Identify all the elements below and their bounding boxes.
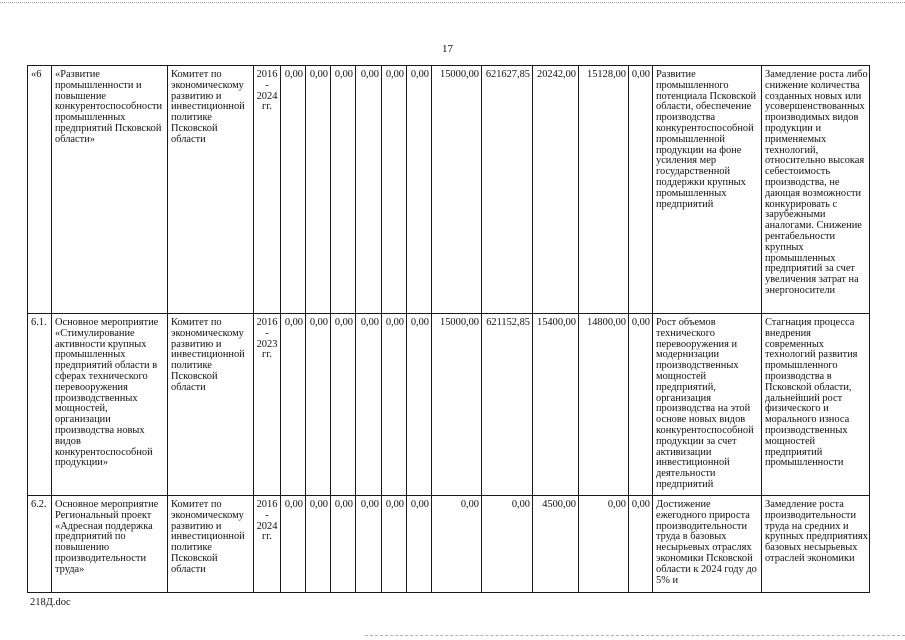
amount-cell: 0,00 — [331, 496, 356, 593]
executor: Комитет по экономическому развитию и инвестиционной политике Псковской области — [168, 66, 254, 314]
footer-filename: 218Д.doc — [30, 597, 71, 608]
row-number: 6.2. — [28, 496, 52, 593]
amount-cell: 15128,00 — [579, 66, 629, 314]
amount-cell: 0,00 — [356, 66, 382, 314]
amount-cell: 0,00 — [382, 314, 407, 496]
program-table — [27, 65, 870, 593]
amount-cell: 0,00 — [629, 314, 653, 496]
amount-cell: 15000,00 — [432, 66, 482, 314]
amount-cell: 0,00 — [306, 314, 331, 496]
row-number: 6.1. — [28, 314, 52, 496]
amount-cell: 0,00 — [331, 66, 356, 314]
risk-consequence: Стагнация процесса внедрения современных технологий развития промышленного производства в Псковской области, дальнейший рост физического и морального износа производственных мощностей предприятий промышленности — [762, 314, 870, 496]
amount-cell: 0,00 — [281, 314, 306, 496]
amount-cell: 14800,00 — [579, 314, 629, 496]
amount-cell: 0,00 — [579, 496, 629, 593]
expected-result: Рост объемов технического перевооружения и модернизации производственных мощностей предприятий, организация производства на этой основе новых видов конкурентоспособной продукции за счет активизации инвестиционной деятельности предприятий — [653, 314, 762, 496]
measure-name: «Развитие промышленности и повышение конкурентоспособности промышленных предприятий Псковской области» — [52, 66, 168, 314]
period: 2016 - 2023 гг. — [254, 314, 281, 496]
amount-cell: 0,00 — [331, 314, 356, 496]
row-number: «6 — [28, 66, 52, 314]
scan-edge-top — [0, 2, 905, 3]
amount-cell: 0,00 — [281, 496, 306, 593]
measure-name: Основное мероприятие Региональный проект «Адресная поддержка предприятий по повышению производительности труда» — [52, 496, 168, 593]
page-number: 17 — [442, 43, 453, 55]
period: 2016 - 2024 гг. — [254, 66, 281, 314]
amount-cell: 0,00 — [306, 496, 331, 593]
amount-cell: 0,00 — [356, 496, 382, 593]
executor: Комитет по экономическому развитию и инвестиционной политике Псковской области — [168, 314, 254, 496]
risk-consequence: Замедление роста либо снижение количества созданных новых или усовершенствованных производимых видов продукции и применяемых технологий, относительно высокая себестоимость производства, не дающая возможности конкурировать с зарубежными аналогами. Снижение рентабельности крупных промышленных предприятий за счет увеличения затрат на энергоносители — [762, 66, 870, 314]
expected-result: Развитие промышленного потенциала Псковской области, обеспечение производства конкурентоспособной промышленной продукции на фоне усиления мер государственной поддержки крупных промышленных предприятий — [653, 66, 762, 314]
expected-result: Достижение ежегодного прироста производительности труда в базовых несырьевых отраслях экономики Псковской области к 2024 году до 5% и — [653, 496, 762, 593]
executor: Комитет по экономическому развитию и инвестиционной политике Псковской области — [168, 496, 254, 593]
amount-cell: 0,00 — [629, 66, 653, 314]
amount-cell: 0,00 — [382, 66, 407, 314]
amount-cell: 0,00 — [407, 496, 432, 593]
amount-cell: 0,00 — [482, 496, 533, 593]
amount-cell: 15000,00 — [432, 314, 482, 496]
amount-cell: 0,00 — [432, 496, 482, 593]
amount-cell: 0,00 — [629, 496, 653, 593]
scan-edge-bottom — [365, 635, 905, 636]
amount-cell: 0,00 — [306, 66, 331, 314]
risk-consequence: Замедление роста производительности труда на средних и крупных предприятиях базовых несырьевых отраслей экономики — [762, 496, 870, 593]
measure-name: Основное мероприятие «Стимулирование активности крупных промышленных предприятий области в сферах технического перевооружения производственных мощностей, организации производства новых видов конкурентоспособной продукции» — [52, 314, 168, 496]
amount-cell: 0,00 — [407, 314, 432, 496]
amount-cell: 0,00 — [382, 496, 407, 593]
amount-cell: 20242,00 — [533, 66, 579, 314]
period: 2016 - 2024 гг. — [254, 496, 281, 593]
amount-cell: 0,00 — [281, 66, 306, 314]
amount-cell: 15400,00 — [533, 314, 579, 496]
amount-cell: 621152,85 — [482, 314, 533, 496]
amount-cell: 0,00 — [407, 66, 432, 314]
amount-cell: 4500,00 — [533, 496, 579, 593]
amount-cell: 0,00 — [356, 314, 382, 496]
amount-cell: 621627,85 — [482, 66, 533, 314]
